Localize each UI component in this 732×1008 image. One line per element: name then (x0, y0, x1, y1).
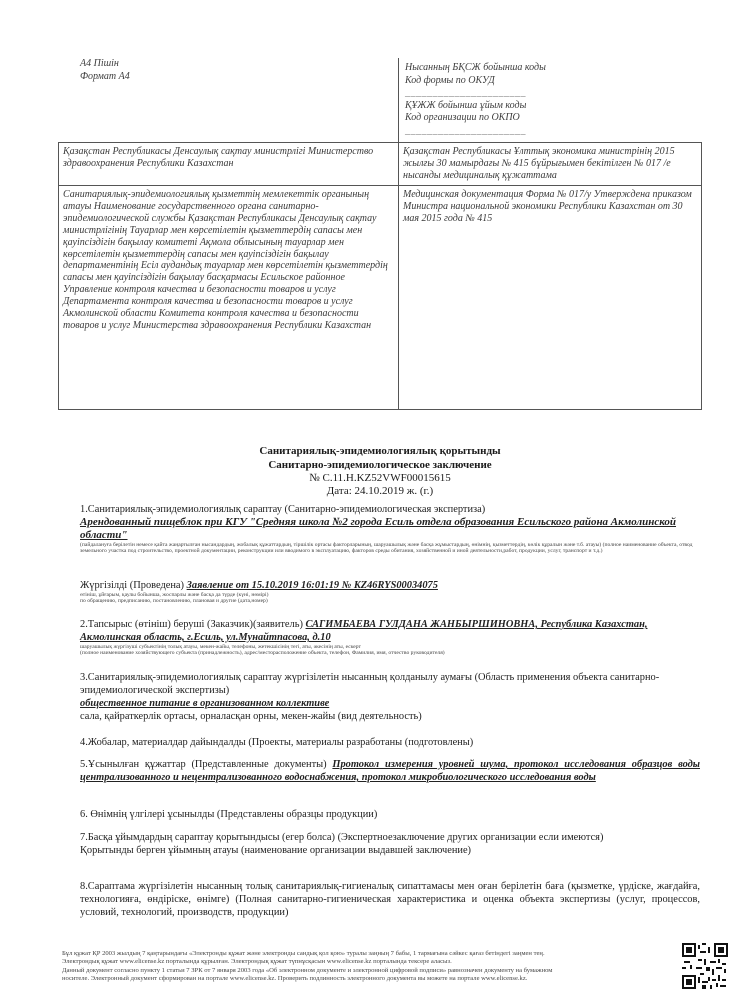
table-vertical-divider (398, 143, 399, 409)
form-codes-block (398, 58, 702, 142)
section-6: 6. Өнімнің үлгілері ұсынылды (Представлены образцы продукции) (80, 809, 378, 820)
table-horizontal-divider (59, 185, 701, 186)
footer-line-2: Электрондық құжат www.elicense.kz порталында құрылған. Электрондық құжат түпнұсқасын www.elicense.kz порталында тексере аласыз. (62, 958, 452, 966)
footer-line-1: Бұл құжат ҚР 2003 жылдың 7 қаңтарындағы «Электронды құжат және электронды сандық қол қою» туралы заңның 7 бабы, 1 тармағына сәйкес қағаз бетіндегі заңмен тең. (62, 950, 545, 957)
section-1-heading: 1.Санитариялық-эпидемиологиялық сараптау (Санитарно-эпидемиологическая экспертиза) (80, 504, 486, 515)
section-8: 8.Сараптама жүргізілетін нысанның толық санитариялық-гигиеналық сипаттамасы мен оған берілетін баға (қызметке, үрдіске, жағдайға, технологияға, өндіріске, өнімге) (Полная санитарно-гигиеническая характеристика и оценка объекта экспертизы (услуг, процессов, условий, технологий, производств, продукции) (80, 881, 700, 918)
section-1-value: Арендованный пищеблок при КГУ "Средняя школа №2 города Есиль отдела образования Есильского района Акмолинской области" (80, 516, 677, 541)
section-7-heading: 7.Басқа ұйымдардың сараптау қорытындысы (егер болса) (Экспертноезаключение других организации если имеются) (80, 832, 604, 843)
section-2-note-ru: (полное наименование хозяйствующего субъекта (принадлежность), адрес/месторасположение объекта, телефон, Фамилия, имя, отчество руководителя) (80, 650, 445, 657)
form-format-ru: Формат А4 (80, 70, 130, 82)
conducted-note-kz: өтініш, ұйғарым, қаулы бойынша, жоспарлы және басқа да түрде (күні, нөмірі) (80, 592, 269, 598)
okpo-label-ru: Код организации по ОКПО (405, 112, 520, 123)
authority-cell: Санитариялық-эпидемиологиялық қызметтің мемлекеттік органының атауы Наименование государственного органа санитарно-эпидемиологической службы Қазақстан Республикасы Денсаулық сақтау министрлігінің Тауарлар мен көрсетілетін қызметтердің сапасы мен қауіпсіздігін бақылау комитеті Ақмола облысының тауарлар мен көрсетілетін қызметтердің сапасы мен қауіпсіздігін бақылау департаментінің Есіл аудандық тауарлар мен көрсетілетін қызметтердің сапасы мен қауіпсіздігін бақылау басқармасы Есильское районное Управление контроля качества и безопасности товаров и услуг Департамента контроля качества и безопасности товаров и услуг Акмолинской области Комитета контроля качества и безопасности товаров и услуг Министерства здравоохранения Республики Казахстан (63, 189, 388, 331)
doc-title-kz: Санитариялық-эпидемиологиялық қорытынды (259, 445, 501, 457)
section-5-value: Протокол измерения уровней шума, протокол исследования образцов воды централизованного и нецентрализованного водоснабжения, протокол микробиологического исследования воды (80, 759, 700, 783)
okud-label-kz: Нысанның БҚСЖ бойынша коды (405, 62, 546, 73)
form-format-block (80, 58, 398, 142)
doc-number: № C.11.H.KZ52VWF00015615 (309, 472, 451, 484)
section-5 (80, 758, 700, 784)
section-2 (80, 618, 700, 657)
section-3-heading: 3.Санитариялық-эпидемиологиялық сараптау жүргізілетін нысанның қолданылу аумағы (Область применения объекта санитарно-эпидемиологической экспертизы) (80, 672, 660, 696)
section-1-note: (пайдалануға берілетін немесе қайта жаңартылған нысандардың, жобалық құжаттардың, тіршілік ортасы факторларының, шаруашылық және басқа жұмыстардың, өнімнің, қызметтердің, көлік құралын және т.б. атауы) (полное наименование объекта, отвод земельного участка под строительство, проектной документации, реконструкции или вводимого в эксплуатацию, факторов среды обитания, хозяйственной и иной деятельности,работ, продукции, услуг, транспорт и т.д.) (80, 542, 693, 555)
section-4: 4.Жобалар, материалдар дайындалды (Проекты, материалы разработаны (подготовлены) (80, 737, 474, 748)
section-7-line2: Қорытынды берген ұйымның атауы (наименование организации выдавшей заключение) (80, 845, 472, 856)
okpo-label-kz: ҚҰЖЖ бойынша ұйым коды (405, 99, 527, 111)
section-2-note-kz: шаруашылық жүргізуші субъектінің толық атауы, мекен-жайы, телефоны, жетекшісінің тегі, аты, әкесінің аты, ескерт (80, 644, 361, 650)
okud-label-ru: Код формы по ОКУД (405, 74, 495, 86)
conducted-value: Заявление от 15.10.2019 16:01:19 № KZ46RYS00034075 (186, 580, 438, 591)
order-kz-cell: Қазақстан Республикасы Ұлттық экономика министрінің 2015 жылғы 30 мамырдағы № 415 бұйрығымен бекітілген № 017 /е нысанды медициналық құжаттама (403, 146, 675, 181)
conducted-label: Жүргізілді (Проведена) (80, 580, 185, 591)
okpo-blank-line: ______________________ (405, 124, 526, 136)
footer-disclaimer (62, 950, 662, 984)
okud-blank-line: ______________________ (405, 87, 526, 98)
section-5-heading: 5.Ұсынылған құжаттар (Представленные документы) (80, 759, 327, 770)
conducted-note-ru: по обращению, предписанию, постановлению, плановая и другие (дата,номер) (80, 598, 268, 605)
conducted-row (80, 579, 700, 605)
order-ru-cell: Медицинская документация Форма № 017/у Утверждена приказом Министра национальной экономики Республики Казахстан от 30 мая 2015 года № 415 (403, 189, 692, 224)
doc-title-ru: Санитарно-эпидемиологическое заключение (268, 459, 492, 471)
doc-date: Дата: 24.10.2019 ж. (г.) (326, 485, 434, 497)
footer-line-4: носителе. Электронный документ сформирован на портале www.elicense.kz. Проверить подлинность электронного документа вы можете на портале www.elicense.kz. (62, 975, 528, 983)
section-7 (80, 831, 700, 857)
form-format-kz: А4 Пішін (80, 58, 119, 69)
footer-line-3: Данный документ согласно пункту 1 статьи 7 ЗРК от 7 января 2003 года «Об электронном документе и электронной цифровой подписи» равнозначен документу на бумажном (62, 966, 553, 974)
section-1 (80, 503, 700, 555)
section-3-value: общественное питание в организованном коллективе (80, 698, 330, 709)
header-table (58, 142, 702, 410)
qr-code-icon (682, 943, 728, 989)
ministry-cell: Қазақстан Республикасы Денсаулық сақтау министрлігі Министерство здравоохранения Республики Казахстан (63, 146, 374, 169)
section-3-note: сала, қайраткерлік ортасы, орналасқан орны, мекен-жайы (вид деятельность) (80, 711, 422, 722)
section-2-value: САГИМБАЕВА ГУЛДАНА ЖАНБЫРШИНОВНА, Республика Казахстан, Акмолинская область, г.Есиль, ул.Мунайтпасова, д.10 (80, 619, 648, 643)
section-3 (80, 671, 700, 723)
section-2-heading: 2.Тапсырыс (өтініш) беруші (Заказчик)(заявитель) (80, 619, 303, 630)
